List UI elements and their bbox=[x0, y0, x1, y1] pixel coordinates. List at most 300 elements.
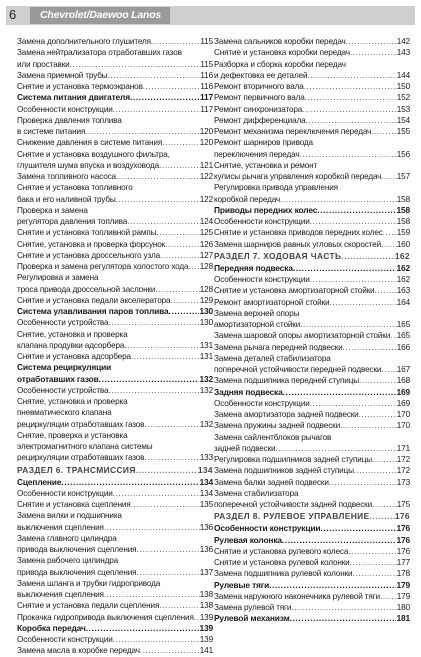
toc-entry-title: в системе питания bbox=[17, 127, 86, 136]
toc-entry-title: Особенности конструкции bbox=[17, 104, 113, 114]
toc-leader-dots bbox=[390, 330, 397, 341]
toc-page-number: 141 bbox=[199, 646, 213, 656]
toc-entry-title: Замена деталей стабилизатора bbox=[214, 353, 331, 363]
toc-entry bbox=[214, 546, 410, 557]
toc-leader-dots bbox=[380, 591, 397, 602]
toc-entry-title: Снятие, установка и ремонт bbox=[214, 160, 318, 170]
toc-entry-title: привода выключения сцепления bbox=[17, 545, 137, 554]
toc-entry bbox=[214, 47, 410, 58]
toc-page-number: 139 bbox=[199, 635, 213, 644]
toc-entry-title: Замена амортизатора задней подвески bbox=[214, 410, 359, 419]
toc-leader-dots bbox=[381, 171, 396, 182]
toc-page-number: 121 bbox=[199, 160, 213, 170]
toc-entry-title: Замена балки задней подвески bbox=[214, 477, 329, 487]
toc-page-number: 116 bbox=[200, 70, 213, 80]
toc-page-number: 130 bbox=[199, 318, 213, 328]
toc-entry-title: коробкой передач bbox=[214, 194, 281, 204]
toc-leader-dots bbox=[329, 477, 397, 488]
toc-leader-dots bbox=[304, 81, 397, 92]
toc-entry-title: Замена шарниров равных угловых скоростей bbox=[214, 239, 381, 249]
toc-leader-dots bbox=[320, 523, 396, 534]
toc-page-number: 115 bbox=[200, 37, 213, 46]
toc-leader-dots bbox=[136, 544, 199, 555]
toc-entry-title: Регулировка подшипников задней ступицы bbox=[214, 455, 372, 464]
toc-entry bbox=[214, 194, 410, 205]
toc-leader-dots bbox=[113, 634, 200, 645]
toc-entry-title: Особенности устройства bbox=[17, 318, 109, 328]
toc-entry-title: Замена шланга и трубки гидропривода bbox=[17, 578, 161, 588]
toc-left-column bbox=[17, 36, 213, 657]
toc-page-number: 150 bbox=[396, 82, 410, 91]
toc-entry-title: Снятие и установка дроссельного узла bbox=[17, 250, 160, 260]
toc-entry-title: Особенности конструкции bbox=[17, 488, 113, 498]
toc-entry bbox=[214, 274, 410, 285]
toc-leader-dots bbox=[70, 59, 201, 70]
toc-entry bbox=[214, 297, 410, 308]
toc-entry bbox=[214, 375, 410, 386]
toc-entry-title: РАЗДЕЛ 8. РУЛЕВОЕ УПРАВЛЕНИЕ bbox=[214, 511, 370, 522]
toc-page-number: 116 bbox=[200, 82, 213, 91]
toc-leader-dots bbox=[290, 613, 397, 624]
toc-chapter-entry bbox=[17, 306, 213, 317]
toc-entry bbox=[214, 126, 410, 137]
toc-page-number: 120 bbox=[199, 138, 213, 148]
toc-entry bbox=[17, 567, 213, 578]
toc-leader-dots bbox=[169, 306, 200, 317]
toc-leader-dots bbox=[162, 137, 200, 148]
toc-entry-title: Проверка и замена bbox=[17, 205, 88, 215]
toc-entry-title: переключения передач bbox=[214, 149, 300, 159]
toc-entry-title: Особенности конструкции bbox=[214, 275, 310, 284]
toc-entry-title: амортизаторной стойки bbox=[214, 320, 301, 329]
toc-entry bbox=[17, 522, 213, 533]
toc-page-number: 138 bbox=[199, 590, 213, 599]
toc-leader-dots bbox=[116, 171, 200, 182]
toc-entry bbox=[17, 149, 213, 160]
toc-entry bbox=[214, 36, 410, 47]
toc-page-number: 157 bbox=[396, 172, 410, 181]
toc-entry bbox=[214, 308, 410, 319]
toc-page-number: 170 bbox=[396, 421, 410, 431]
toc-chapter-entry bbox=[17, 374, 213, 385]
toc-leader-dots bbox=[127, 216, 200, 227]
toc-entry bbox=[17, 227, 213, 238]
toc-page-number: 177 bbox=[396, 558, 410, 567]
toc-entry bbox=[214, 330, 410, 341]
toc-entry-title: Снятие и установка рулевого колеса bbox=[214, 546, 349, 556]
toc-entry-title: Система улавливания паров топлива bbox=[17, 306, 169, 316]
toc-leader-dots bbox=[372, 499, 397, 510]
toc-leader-dots bbox=[113, 104, 201, 115]
toc-entry-title: Особенности конструкции bbox=[214, 523, 321, 534]
toc-leader-dots bbox=[144, 419, 199, 430]
toc-entry-title: Замена рычага передней подвески bbox=[214, 342, 343, 352]
toc-chapter-entry bbox=[17, 92, 213, 103]
toc-entry bbox=[214, 477, 410, 488]
toc-page-number: 142 bbox=[396, 37, 410, 46]
toc-page-number: 126 bbox=[199, 239, 213, 249]
toc-entry bbox=[214, 591, 410, 602]
toc-entry-title: Снятие и установка топливной рампы bbox=[17, 228, 157, 238]
toc-page-number: 176 bbox=[394, 511, 410, 522]
toc-page-number: 128 bbox=[199, 284, 213, 294]
toc-entry bbox=[214, 443, 410, 454]
toc-entry-title: Проверка и замена регулятора холостого хода bbox=[17, 262, 189, 271]
toc-page-number: 137 bbox=[199, 567, 213, 577]
toc-page-number: 167 bbox=[396, 365, 410, 374]
toc-chapter-entry bbox=[17, 623, 213, 634]
toc-leader-dots bbox=[108, 70, 201, 81]
toc-entry bbox=[17, 171, 213, 182]
toc-entry-title: Замена стабилизатора bbox=[214, 488, 299, 498]
toc-entry bbox=[17, 385, 213, 396]
toc-chapter-entry bbox=[214, 205, 410, 216]
toc-page-number: 120 bbox=[199, 127, 213, 136]
toc-page-number: 176 bbox=[396, 534, 410, 545]
toc-entry-title: Замена нейтрализатора отработавших газов bbox=[17, 48, 182, 58]
toc-chapter-entry bbox=[17, 362, 213, 373]
toc-leader-dots bbox=[282, 535, 397, 546]
toc-page-number: 155 bbox=[396, 127, 410, 136]
toc-page-number: 163 bbox=[396, 286, 410, 296]
toc-page-number: 115 bbox=[200, 59, 213, 69]
toc-page-number: 178 bbox=[396, 569, 410, 579]
toc-entry bbox=[17, 441, 213, 452]
toc-entry bbox=[17, 272, 213, 283]
toc-entry-title: Снятие и установка термоэкранов bbox=[17, 82, 143, 91]
toc-page-number: 176 bbox=[396, 546, 410, 556]
toc-entry bbox=[17, 510, 213, 521]
toc-entry bbox=[17, 488, 213, 499]
toc-leader-dots bbox=[350, 47, 397, 58]
toc-page-number: 162 bbox=[394, 250, 410, 261]
toc-page-number: 136 bbox=[199, 522, 213, 532]
toc-entry bbox=[17, 104, 213, 115]
toc-entry-title: отработавших газов bbox=[17, 373, 99, 384]
toc-page-number: 165 bbox=[396, 331, 410, 341]
toc-entry-title: поперечной устойчивости передней подвески bbox=[214, 365, 382, 374]
toc-leader-dots bbox=[299, 149, 396, 160]
toc-leader-dots bbox=[116, 194, 200, 205]
toc-leader-dots bbox=[359, 409, 397, 420]
toc-entry-title: Замена дополнительного глушителя bbox=[17, 37, 151, 46]
toc-entry-title: регулятора давления топлива bbox=[17, 217, 128, 226]
toc-leader-dots bbox=[136, 464, 198, 477]
toc-entry bbox=[214, 239, 410, 250]
toc-chapter-entry bbox=[214, 535, 410, 546]
toc-entry-title: Замена верхней опоры bbox=[214, 308, 300, 318]
toc-section-heading bbox=[214, 250, 410, 263]
toc-entry-title: бака и его наливной трубы bbox=[17, 194, 116, 204]
toc-entry bbox=[214, 420, 410, 431]
toc-entry-title: Снятие и установка амортизаторной стойки bbox=[214, 286, 375, 296]
toc-page-number: 136 bbox=[199, 545, 213, 554]
toc-entry bbox=[214, 92, 410, 103]
toc-page-number: 132 bbox=[199, 385, 213, 395]
toc-leader-dots bbox=[85, 126, 200, 137]
toc-leader-dots bbox=[341, 250, 394, 263]
toc-leader-dots bbox=[302, 104, 397, 115]
toc-page-number: 173 bbox=[396, 477, 410, 487]
toc-page-number: 180 bbox=[396, 603, 410, 612]
toc-entry bbox=[17, 182, 213, 193]
toc-chapter-entry bbox=[214, 263, 410, 274]
toc-entry-title: или проставки bbox=[17, 59, 70, 69]
toc-page-number: 128 bbox=[199, 262, 213, 271]
toc-entry bbox=[17, 419, 213, 430]
toc-page-number: 165 bbox=[396, 320, 410, 329]
toc-entry bbox=[214, 432, 410, 443]
toc-entry-title: Замена топливного насоса bbox=[17, 172, 116, 181]
toc-page-number: 158 bbox=[396, 217, 410, 226]
toc-entry bbox=[214, 285, 410, 296]
toc-page-number: 160 bbox=[396, 239, 410, 249]
toc-page-number: 158 bbox=[396, 194, 410, 204]
toc-page-number: 132 bbox=[199, 373, 213, 384]
toc-leader-dots bbox=[372, 454, 397, 465]
toc-page-number: 164 bbox=[396, 297, 410, 307]
toc-entry bbox=[214, 115, 410, 126]
toc-leader-dots bbox=[144, 452, 199, 463]
toc-entry bbox=[214, 149, 410, 160]
toc-entry-title: Замена наружного наконечника рулевой тяги bbox=[214, 591, 380, 601]
toc-entry bbox=[17, 137, 213, 148]
toc-page-number: 176 bbox=[396, 523, 410, 534]
toc-leader-dots bbox=[340, 420, 397, 431]
toc-leader-dots bbox=[151, 36, 200, 47]
toc-entry-title: Проверка давления топлива bbox=[17, 115, 122, 125]
toc-entry-title: Ремонт дифференциала bbox=[214, 115, 306, 125]
toc-entry-title: Снятие, проверка и установка bbox=[17, 430, 128, 440]
toc-leader-dots bbox=[350, 557, 397, 568]
toc-entry bbox=[17, 115, 213, 126]
toc-leader-dots bbox=[86, 623, 200, 634]
toc-page-number: 159 bbox=[396, 228, 410, 238]
toc-entry-title: РАЗДЕЛ 7. ХОДОВАЯ ЧАСТЬ bbox=[214, 250, 342, 261]
toc-leader-dots bbox=[269, 580, 396, 591]
toc-leader-dots bbox=[130, 92, 200, 103]
toc-chapter-entry bbox=[214, 523, 410, 534]
toc-entry bbox=[214, 216, 410, 227]
toc-entry bbox=[17, 47, 213, 58]
toc-page-number: 127 bbox=[199, 250, 213, 260]
toc-entry-title: Рулевой механизм bbox=[214, 613, 290, 624]
toc-page-number: 156 bbox=[396, 149, 410, 159]
toc-entry bbox=[214, 182, 410, 193]
toc-leader-dots bbox=[160, 250, 200, 261]
toc-entry bbox=[17, 555, 213, 566]
toc-page-number: 122 bbox=[199, 172, 213, 181]
toc-entry-title: электромагнитного клапана системы bbox=[17, 442, 153, 451]
toc-leader-dots bbox=[159, 600, 200, 611]
toc-entry-title: Ремонт вторичного вала bbox=[214, 82, 304, 91]
toc-entry bbox=[214, 171, 410, 182]
toc-entry bbox=[17, 81, 213, 92]
toc-page-number: 122 bbox=[199, 194, 213, 204]
toc-leader-dots bbox=[383, 227, 397, 238]
toc-entry-title: Особенности конструкции bbox=[214, 398, 310, 408]
toc-entry bbox=[17, 317, 213, 328]
toc-entry bbox=[214, 602, 410, 613]
toc-page-number: 130 bbox=[199, 306, 213, 316]
toc-entry-title: Замена подшипника передней ступицы bbox=[214, 376, 360, 386]
toc-entry bbox=[17, 329, 213, 340]
toc-entry-title: Ремонт синхронизатора bbox=[214, 104, 303, 114]
toc-entry bbox=[17, 284, 213, 295]
toc-page-number: 129 bbox=[199, 295, 213, 305]
toc-leader-dots bbox=[300, 319, 397, 330]
toc-right-column bbox=[214, 36, 410, 625]
toc-page-number: 179 bbox=[396, 591, 410, 601]
toc-page-number: 143 bbox=[396, 48, 410, 58]
toc-entry bbox=[214, 488, 410, 499]
toc-entry bbox=[214, 81, 410, 92]
toc-entry-title: клапана продувки адсорбера bbox=[17, 340, 125, 350]
toc-entry-title: рециркуляции отработавших газов bbox=[17, 453, 145, 463]
toc-entry bbox=[214, 465, 410, 476]
toc-entry-title: Замена приемной трубы bbox=[17, 70, 108, 80]
toc-entry-title: Снятие и установка воздушного фильтра, bbox=[17, 149, 170, 159]
toc-entry-title: привода выключения сцепления bbox=[17, 567, 137, 577]
toc-section-heading bbox=[214, 510, 410, 523]
toc-entry bbox=[17, 612, 213, 623]
toc-entry bbox=[17, 351, 213, 362]
toc-entry bbox=[17, 499, 213, 510]
toc-entry bbox=[17, 578, 213, 589]
toc-leader-dots bbox=[307, 70, 396, 81]
toc-page-number: 169 bbox=[396, 386, 410, 397]
toc-leader-dots bbox=[381, 364, 396, 375]
toc-page-number: 131 bbox=[199, 352, 213, 361]
toc-leader-dots bbox=[108, 385, 199, 396]
toc-entry bbox=[17, 59, 213, 70]
toc-entry bbox=[17, 261, 213, 272]
toc-entry bbox=[17, 396, 213, 407]
toc-page-number: 117 bbox=[199, 92, 213, 103]
toc-leader-dots bbox=[124, 340, 199, 351]
toc-entry bbox=[17, 126, 213, 137]
toc-leader-dots bbox=[275, 443, 396, 454]
toc-entry-title: выключения сцепления bbox=[17, 522, 104, 532]
toc-page-number: 181 bbox=[396, 613, 410, 624]
toc-leader-dots bbox=[131, 499, 200, 510]
page-number: 6 bbox=[9, 7, 17, 22]
toc-entry-title: Замена вилки и подшипника bbox=[17, 511, 122, 521]
toc-page-number: 134 bbox=[197, 464, 213, 475]
toc-entry bbox=[214, 557, 410, 568]
toc-entry bbox=[214, 59, 410, 70]
toc-entry bbox=[17, 634, 213, 645]
toc-leader-dots bbox=[306, 115, 397, 126]
toc-entry bbox=[214, 160, 410, 171]
toc-entry-title: Особенности конструкции bbox=[214, 217, 310, 226]
toc-leader-dots bbox=[136, 567, 199, 578]
toc-leader-dots bbox=[359, 375, 397, 386]
toc-page-number: 138 bbox=[199, 601, 213, 611]
toc-entry bbox=[214, 70, 410, 81]
toc-entry-title: РАЗДЕЛ 6. ТРАНСМИССИЯ bbox=[17, 464, 136, 475]
toc-page-number: 153 bbox=[396, 104, 410, 114]
toc-entry bbox=[17, 430, 213, 441]
toc-entry-title: Особенности устройства bbox=[17, 385, 109, 395]
toc-entry-title: Снятие и установка приводов передних колес bbox=[214, 228, 383, 238]
toc-entry-title: Передняя подвеска bbox=[214, 262, 293, 273]
toc-entry bbox=[17, 194, 213, 205]
toc-entry bbox=[17, 544, 213, 555]
toc-page-number: 169 bbox=[396, 398, 410, 408]
toc-entry bbox=[214, 499, 410, 510]
toc-leader-dots bbox=[374, 285, 396, 296]
toc-entry-title: рециркуляции отработавших газов bbox=[17, 419, 145, 429]
toc-entry bbox=[17, 239, 213, 250]
toc-leader-dots bbox=[170, 295, 199, 306]
toc-leader-dots bbox=[381, 239, 397, 250]
toc-leader-dots bbox=[310, 216, 397, 227]
toc-page-number: 172 bbox=[396, 466, 410, 476]
toc-leader-dots bbox=[159, 160, 200, 171]
toc-entry-title: троса привода дроссельной заслонки bbox=[17, 284, 156, 294]
toc-entry-title: Снятие и установка топливного bbox=[17, 183, 133, 193]
toc-leader-dots bbox=[317, 205, 396, 216]
toc-leader-dots bbox=[352, 568, 396, 579]
toc-entry bbox=[17, 36, 213, 47]
toc-leader-dots bbox=[343, 342, 397, 353]
toc-page-number: 124 bbox=[199, 217, 213, 226]
toc-page-number: 132 bbox=[199, 419, 213, 429]
toc-leader-dots bbox=[61, 477, 199, 488]
toc-entry-title: задней подвески bbox=[214, 443, 276, 453]
toc-page-number: 134 bbox=[199, 488, 213, 498]
toc-entry-title: Система рециркуляции bbox=[17, 362, 112, 373]
toc-entry-title: Замена шаровой опоры амортизаторной стойки bbox=[214, 331, 391, 341]
toc-entry-title: Регулировка и замена bbox=[17, 273, 99, 283]
toc-entry bbox=[17, 533, 213, 544]
toc-chapter-entry bbox=[214, 387, 410, 398]
toc-entry-title: Замена сальников коробки передач bbox=[214, 37, 346, 46]
toc-entry-title: и дефектовка ее деталей bbox=[214, 70, 308, 80]
toc-leader-dots bbox=[310, 274, 397, 285]
toc-leader-dots bbox=[188, 261, 199, 272]
toc-entry bbox=[214, 227, 410, 238]
toc-page-number: 125 bbox=[199, 228, 213, 238]
toc-entry-title: Особенности конструкции bbox=[17, 635, 113, 644]
toc-entry-title: Задняя подвеска bbox=[214, 386, 283, 397]
toc-entry-title: Ремонт шарниров привода bbox=[214, 138, 313, 148]
toc-entry-title: Ремонт первичного вала bbox=[214, 93, 305, 103]
toc-leader-dots bbox=[131, 351, 200, 362]
toc-page-number: 152 bbox=[396, 93, 410, 103]
toc-entry-title: Снятие, установка и проверка bbox=[17, 397, 128, 406]
toc-entry bbox=[214, 353, 410, 364]
toc-page-number: 172 bbox=[396, 455, 410, 464]
toc-page-number: 139 bbox=[199, 622, 213, 633]
toc-entry bbox=[17, 205, 213, 216]
toc-leader-dots bbox=[371, 126, 397, 137]
toc-entry bbox=[214, 409, 410, 420]
toc-entry bbox=[214, 137, 410, 148]
toc-entry bbox=[214, 454, 410, 465]
toc-page-number: 170 bbox=[396, 410, 410, 419]
toc-entry-title: Снижение давления в системе питания bbox=[17, 138, 163, 148]
toc-leader-dots bbox=[280, 194, 397, 205]
toc-entry bbox=[17, 70, 213, 81]
toc-page-number: 168 bbox=[396, 376, 410, 386]
toc-page-number: 162 bbox=[396, 275, 410, 284]
toc-leader-dots bbox=[348, 546, 397, 557]
toc-leader-dots bbox=[99, 374, 200, 385]
toc-entry bbox=[17, 160, 213, 171]
toc-leader-dots bbox=[140, 645, 200, 656]
